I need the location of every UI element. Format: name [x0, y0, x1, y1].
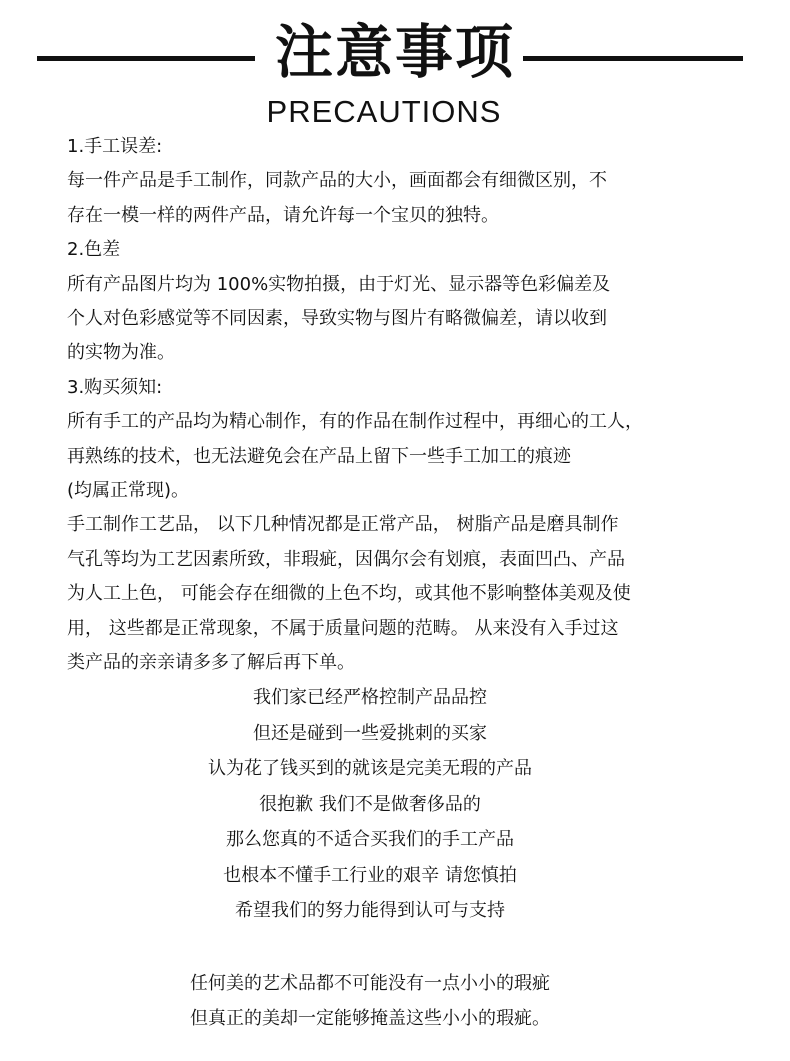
body-line: 气孔等均为工艺因素所致，非瑕疵，因偶尔会有划痕，表面凹凸、产品 — [67, 548, 625, 570]
body-line: 类产品的亲亲请多多了解后再下单。 — [67, 652, 355, 674]
center-line: 那么您真的不适合买我们的手工产品 — [226, 829, 514, 850]
body-line: 3.购买须知: — [67, 376, 163, 398]
center-line: 也根本不懂手工行业的艰辛 请您慎拍 — [223, 864, 517, 886]
closing-line: 但真正的美却一定能够掩盖这些小小的瑕疵。 — [190, 1008, 550, 1029]
body-line: 每一件产品是手工制作，同款产品的大小，画面都会有细微区别，不 — [67, 170, 607, 192]
body-line: 用， 这些都是正常现象，不属于质量问题的范畴。 从来没有入手过这 — [67, 617, 619, 639]
center-line: 我们家已经严格控制产品品控 — [253, 687, 487, 708]
body-line: 个人对色彩感觉等不同因素，导致实物与图片有略微偏差，请以收到 — [67, 308, 607, 330]
header — [0, 0, 790, 130]
notice-center-block — [0, 680, 740, 929]
center-line: 认为花了钱买到的就该是完美无瑕的产品 — [208, 758, 532, 779]
center-line: 很抱歉 我们不是做奢侈品的 — [259, 793, 481, 815]
closing-block — [0, 966, 740, 1036]
page-title: 注意事项 — [274, 18, 515, 86]
body-line: 2.色差 — [67, 239, 121, 261]
body-line: 所有手工的产品均为精心制作，有的作品在制作过程中，再细心的工人， — [67, 411, 643, 433]
body-line: 再熟练的技术，也无法避免会在产品上留下一些手工加工的痕迹 — [67, 445, 571, 467]
center-line: 但还是碰到一些爱挑刺的买家 — [253, 722, 487, 744]
body-line: 1.手工误差: — [67, 136, 163, 157]
closing-line: 任何美的艺术品都不可能没有一点小小的瑕疵 — [190, 973, 550, 994]
body-line: 为人工上色， 可能会存在细微的上色不均，或其他不影响整体美观及使 — [67, 583, 631, 605]
body-line: 所有产品图片均为 100%实物拍摄，由于灯光、显示器等色彩偏差及 — [67, 273, 611, 295]
body-line: 的实物为准。 — [67, 342, 175, 364]
body-line: (均属正常现)。 — [67, 480, 190, 502]
body-line: 存在一模一样的两件产品，请允许每一个宝贝的独特。 — [67, 204, 499, 226]
center-line: 希望我们的努力能得到认可与支持 — [235, 900, 505, 921]
title-rule-right — [523, 56, 743, 61]
page-subtitle: PRECAUTIONS — [266, 94, 502, 129]
precautions-body — [67, 130, 767, 681]
body-line: 手工制作工艺品， 以下几种情况都是正常产品， 树脂产品是磨具制作 — [67, 514, 619, 536]
